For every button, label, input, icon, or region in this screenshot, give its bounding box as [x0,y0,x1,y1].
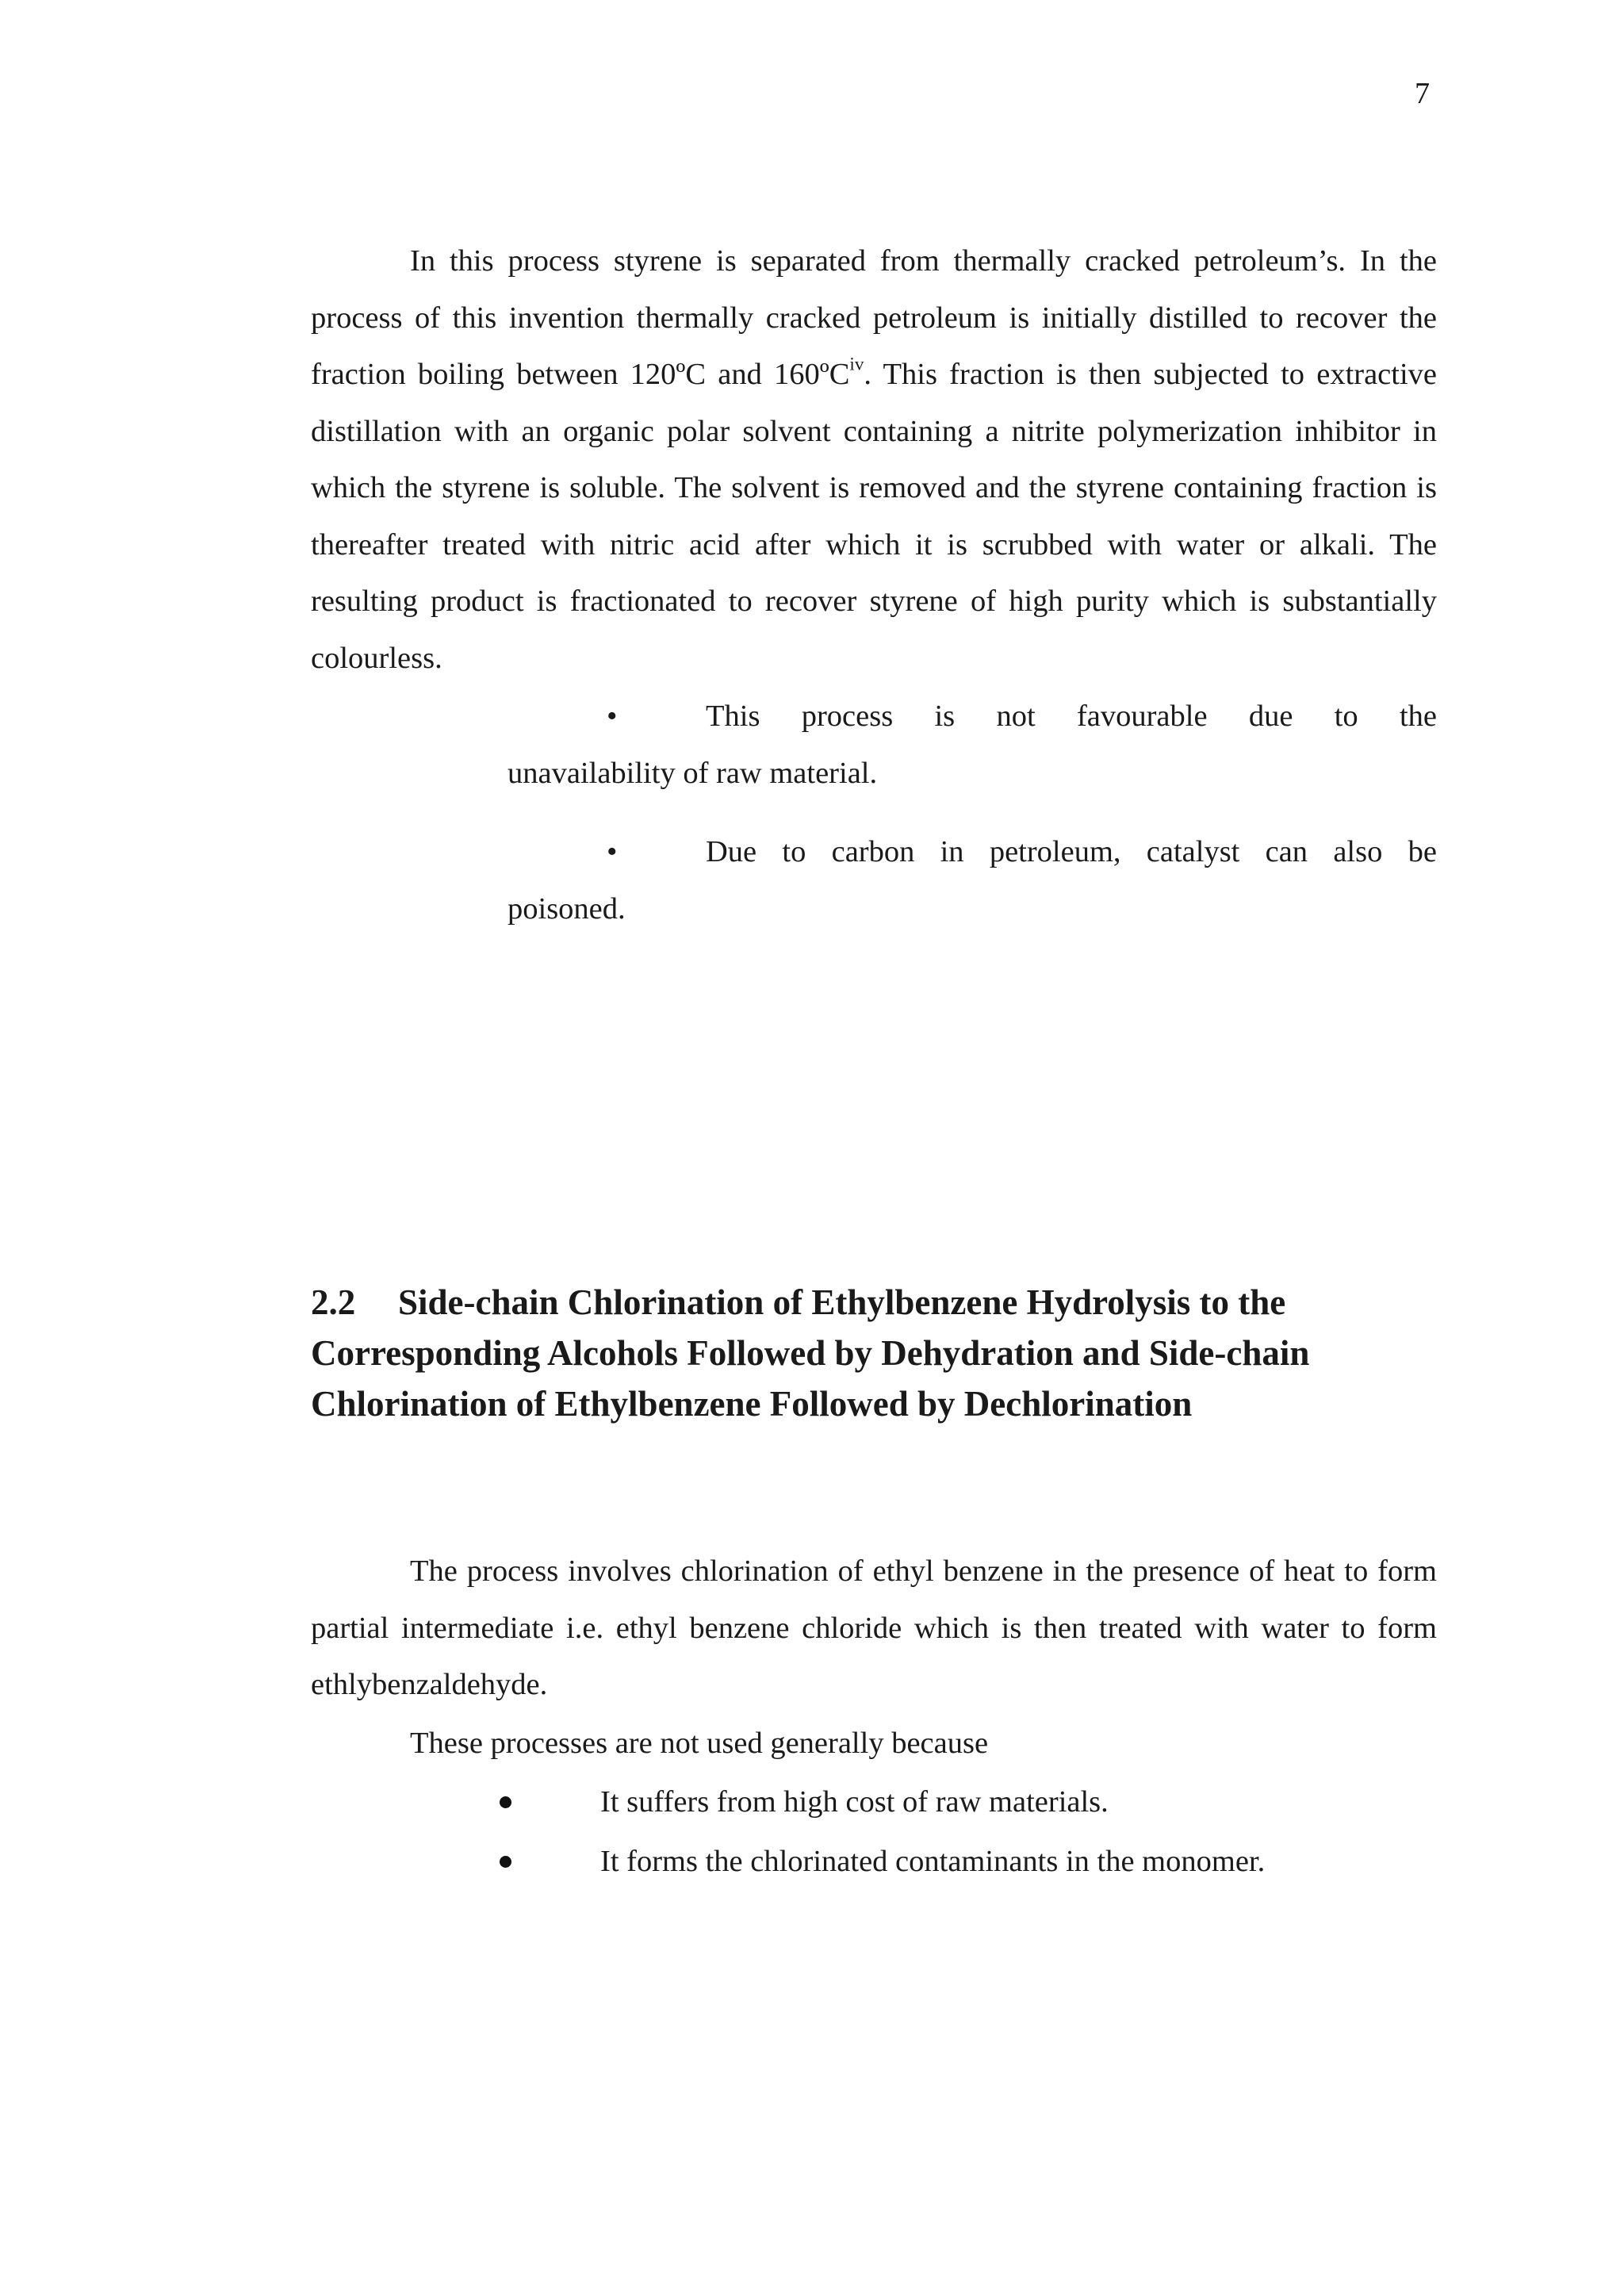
paragraph-text: The process involves chlorination of ethyl benzene in the presence of heat to form partial intermediate i.e. ethyl benzene chloride which is then treated with water to form ethlybenzaldehyde. [311,1554,1437,1701]
bullet-word: can [1265,835,1308,868]
bullet-word: carbon [831,835,915,868]
section-title: Side-chain Chlorination of Ethylbenzene Hydrolysis to the Corresponding Alcohols Followed by Dehydration and Side-chain Chlorination of Ethylbenzene Followed by Dechlorination [311,1282,1310,1424]
section-number: 2.2 [311,1282,356,1322]
bullet-word: Due [706,835,757,868]
reason-text: It suffers from high cost of raw materials. [600,1785,1109,1819]
bullet-word: to [782,835,806,868]
bullet-word: due [1248,700,1293,733]
paragraph-text-end: . This fraction is then subjected to extractive distillation with an organic polar solvent containing a nitrite polymerization inhibitor in which the styrene is soluble. The solvent is removed and the styrene containing fraction is thereafter treated with nitric acid after which it is scrubbed with water or alkali. The resulting product is fractionated to recover styrene of high purity which is substantially colourless. [311,358,1437,675]
bullet-word: petroleum, [989,835,1121,868]
reasons-lead-text: These processes are not used generally because [410,1727,989,1760]
bullet-word: This [706,700,760,733]
section-heading [311,1277,1453,1429]
bullet-continuation: poisoned. [508,891,626,926]
bullet-continuation: unavailability of raw material. [508,756,878,790]
list-item [500,1773,1265,1832]
bullet-marker: • [607,835,618,868]
reference-superscript: iv [849,353,864,374]
page-number: 7 [1415,77,1430,110]
bullet-dot-icon [500,1856,511,1868]
reasons-list [500,1773,1265,1892]
bullet-item [508,688,1437,802]
bullet-word: not [996,700,1036,733]
reason-text: It forms the chlorinated contaminants in the monomer. [600,1845,1266,1878]
bullet-word: catalyst [1146,835,1240,868]
list-item [500,1832,1265,1892]
bullet-word: be [1408,835,1437,868]
bullet-word: the [1399,700,1437,733]
bullet-word: to [1334,700,1358,733]
bullet-word: also [1333,835,1383,868]
paragraph-text-start: In this process styrene is separated from thermally cracked petroleum’s. In the process of this invention thermally cracked petroleum is initially distilled to recover the fraction boiling between 120ºC and 160ºC [311,244,1437,391]
bullet-word: in [940,835,964,868]
bullet-word: is [934,700,956,733]
bullet-marker: • [607,700,618,733]
bullet-word: favourable [1076,700,1208,733]
bullet-item [508,824,1437,937]
bullet-word: process [801,700,894,733]
bullet-dot-icon [500,1796,511,1808]
styrene-separation-paragraph [311,233,1437,687]
chlorination-paragraph [311,1543,1437,1714]
